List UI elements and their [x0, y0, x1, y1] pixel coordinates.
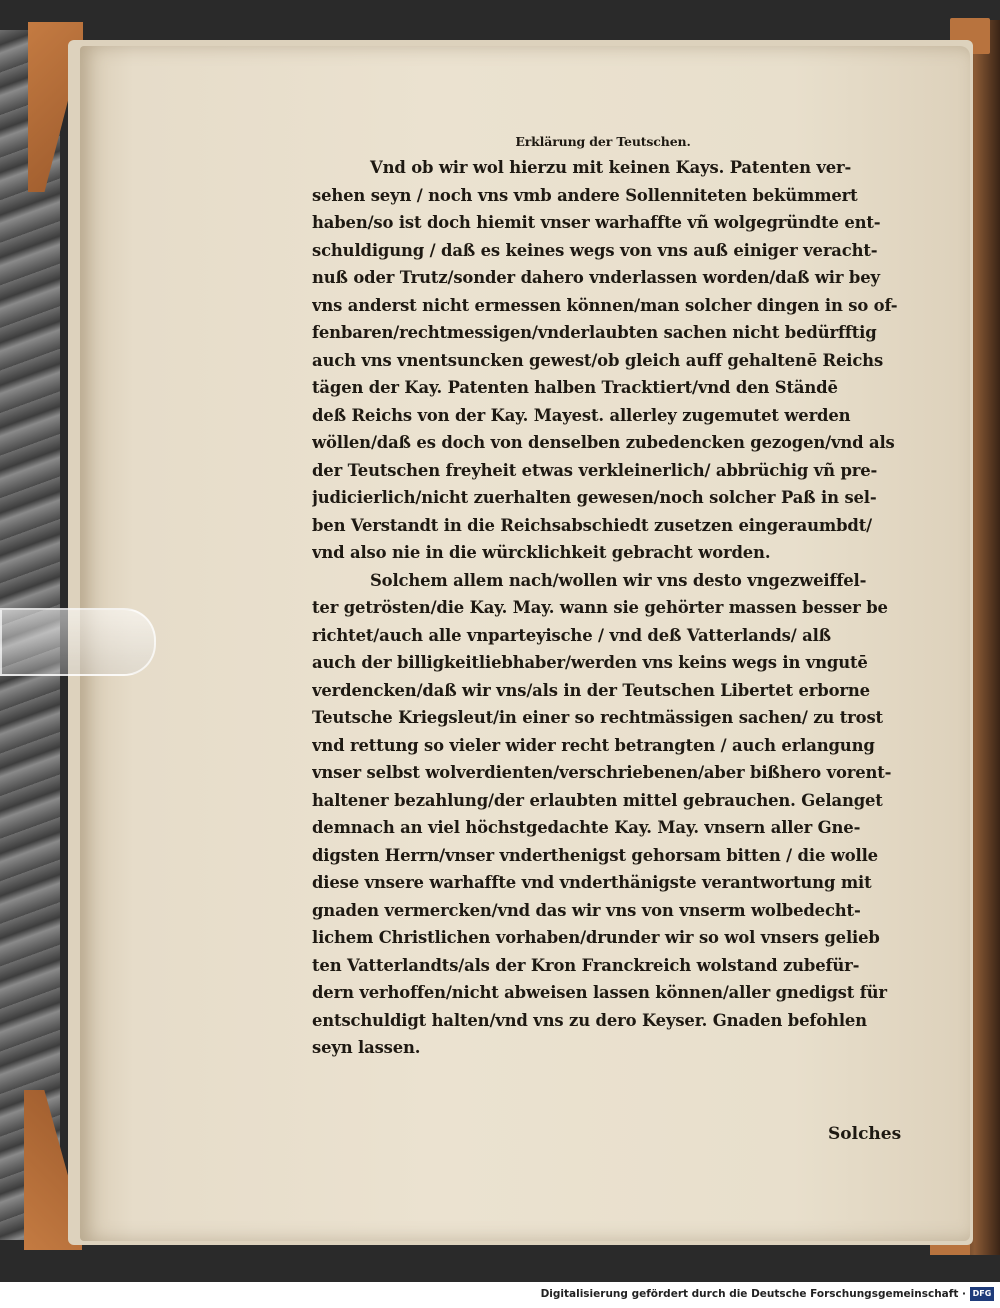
text-line: entschuldigt halten/vnd vns zu dero Keyser. Gnaden befohlen: [312, 1010, 867, 1030]
page-text: [312, 130, 924, 1062]
text-line: auch vns vnentsuncken gewest/ob gleich auff gehaltenē Reichs: [312, 350, 884, 370]
text-line: digsten Herrn/vnser vnderthenigst gehorsam bitten / die wolle: [312, 845, 878, 865]
text-line: wöllen/daß es doch von denselben zubedencken gezogen/vnd als: [312, 433, 895, 452]
text-line: vns anderst nicht ermessen können/man solcher dingen in so of-: [312, 295, 898, 315]
text-line: fenbaren/rechtmessigen/vnderlaubten sachen nicht bedürfftig: [312, 323, 877, 342]
text-line: der Teutschen freyheit etwas verkleinerlich/ abbrüchig vñ pre-: [312, 460, 878, 480]
text-line: lichem Christlichen vorhaben/drunder wir so wol vnsers gelieb: [312, 928, 880, 947]
text-line: dern verhoffen/nicht abweisen lassen können/aller gnedigst für: [312, 983, 887, 1002]
text-line: ten Vatterlandts/als der Kron Franckreich wolstand zubefür-: [312, 955, 860, 975]
text-line: verdencken/daß wir vns/als in der Teutschen Libertet erborne: [312, 680, 870, 700]
dfg-logo: DFG: [970, 1287, 994, 1301]
page-holder-strip: [0, 608, 156, 676]
text-line: seyn lassen.: [312, 1038, 421, 1057]
text-line: vnd also nie in die würcklichkeit gebracht worden.: [312, 543, 771, 562]
text-line: Vnd ob wir wol hierzu mit keinen Kays. Patenten ver-: [370, 158, 852, 177]
text-line: ter getrösten/die Kay. May. wann sie gehörter massen besser be: [312, 598, 888, 617]
text-line: schuldigung / daß es keines wegs von vns auß einiger veracht-: [312, 240, 878, 260]
text-line: nuß oder Trutz/sonder dahero vnderlassen worden/daß wir bey: [312, 268, 880, 287]
text-line: demnach an viel höchstgedachte Kay. May. vnsern aller Gne-: [312, 818, 861, 837]
catchword: Solches: [828, 1124, 902, 1144]
text-line: haben/so ist doch hiemit vnser warhaffte vñ wolgegründte ent-: [312, 213, 881, 232]
text-line: judicierlich/nicht zuerhalten gewesen/noch solcher Paß in sel-: [312, 488, 877, 507]
footer-credit: Digitalisierung gefördert durch die Deutsche Forschungsgemeinschaft ·: [540, 1288, 966, 1300]
text-line: gnaden vermercken/vnd das wir vns von vnserm wolbedecht-: [312, 900, 861, 920]
text-line: richtet/auch alle vnparteyische / vnd deß Vatterlands/ alß: [312, 625, 831, 645]
text-line: tägen der Kay. Patenten halben Tracktiert/vnd den Ständē: [312, 378, 838, 397]
running-head: Erklärung der Teutschen.: [515, 134, 691, 149]
text-line: vnd rettung so vieler wider recht betrangten / auch erlangung: [312, 735, 875, 755]
text-line: ben Verstandt in die Reichsabschiedt zusetzen eingeraumbdt/: [312, 515, 872, 535]
text-line: haltener bezahlung/der erlaubten mittel gebrauchen. Gelanget: [312, 790, 883, 810]
text-line: Teutsche Kriegsleut/in einer so rechtmässigen sachen/ zu trost: [312, 708, 883, 727]
text-line: deß Reichs von der Kay. Mayest. allerley zugemutet werden: [312, 405, 851, 425]
text-line: auch der billigkeitliebhaber/werden vns keins wegs in vngutē: [312, 653, 868, 672]
footer-bar: [0, 1282, 1000, 1308]
text-line: Solchem allem nach/wollen wir vns desto vngezweiffel-: [370, 570, 867, 590]
text-line: sehen seyn / noch vns vmb andere Sollenniteten bekümmert: [312, 185, 858, 205]
text-line: vnser selbst wolverdienten/verschriebenen/aber bißhero vorent-: [312, 763, 892, 782]
text-line: diese vnsere warhaffte vnd vnderthänigste verantwortung mit: [312, 873, 872, 892]
